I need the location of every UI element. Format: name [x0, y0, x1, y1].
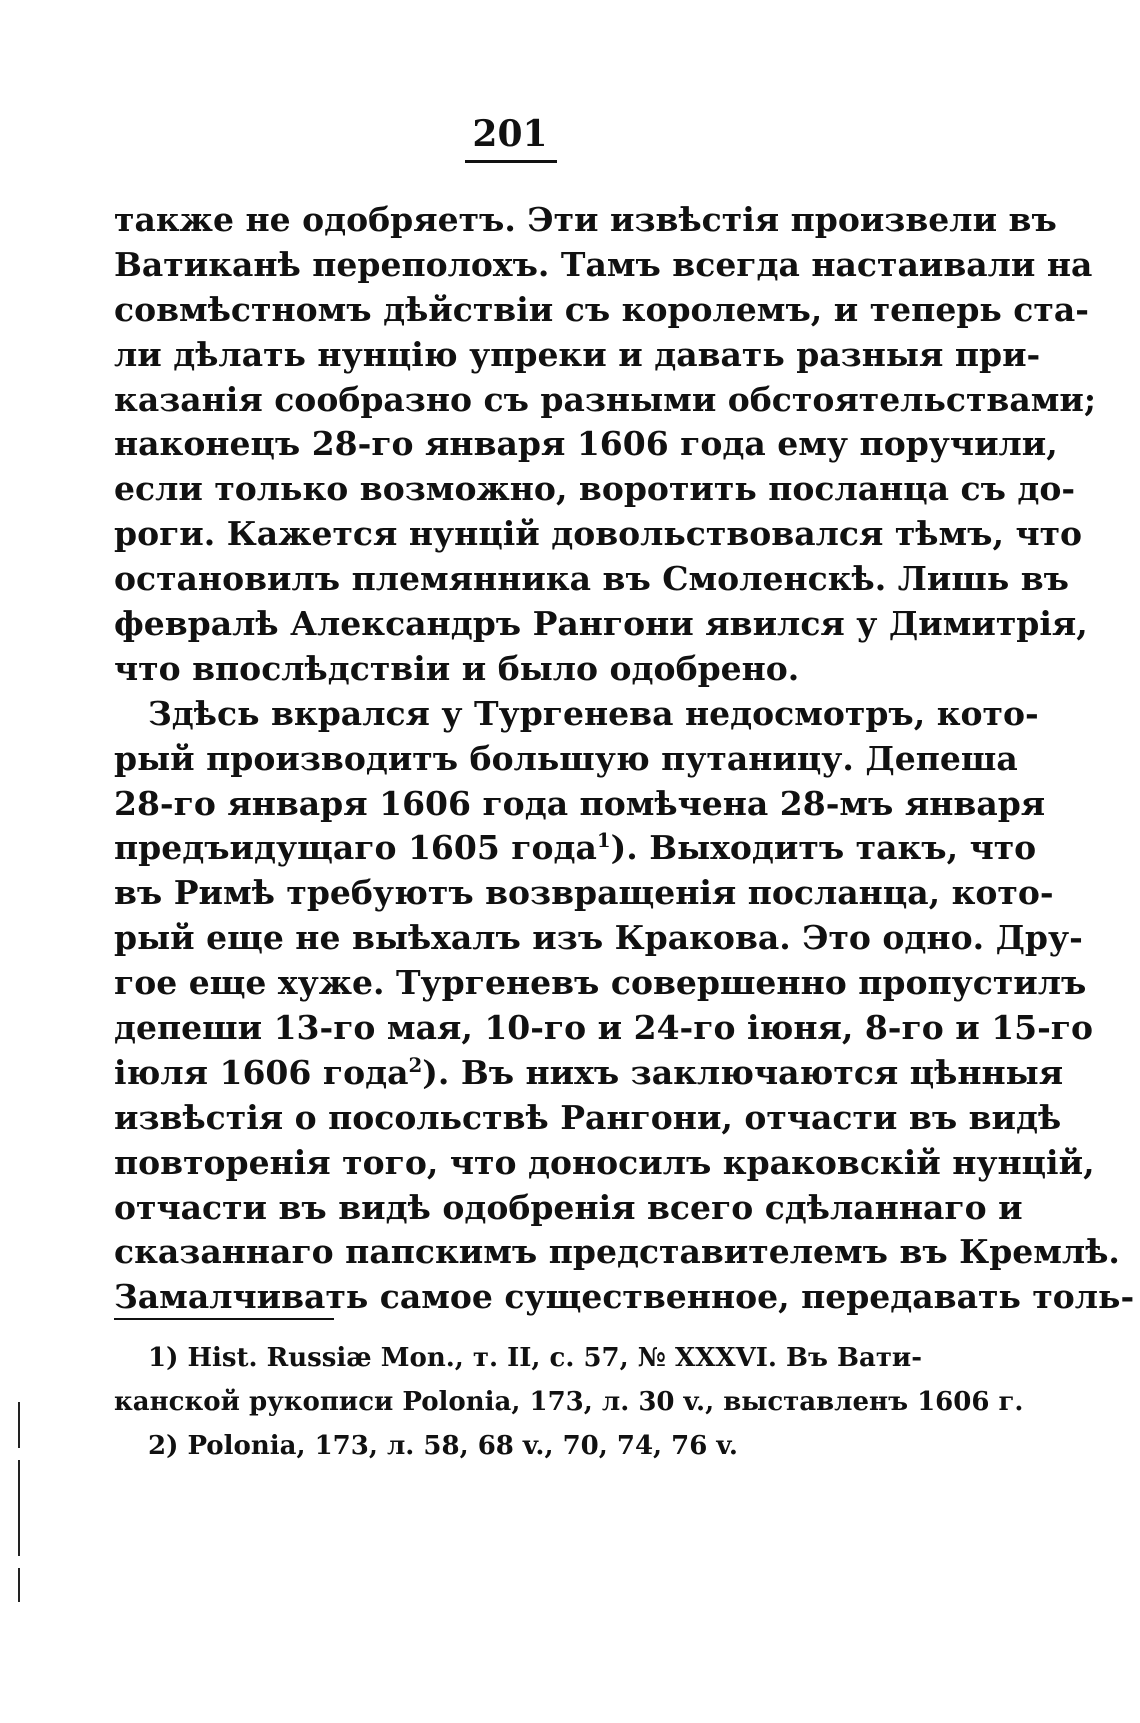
text-line-with-footnote [114, 1051, 1064, 1096]
text-line: роги. Кажется нунцій довольствовался тѣмъ, что [114, 514, 1083, 554]
text-line: 28-го января 1606 года помѣчена 28-мъ января [114, 783, 1046, 823]
text-line: депеши 13-го мая, 10-го и 24-го іюня, 8-го и 15-го [114, 1008, 1094, 1048]
text-fragment: іюля 1606 года [114, 1052, 409, 1092]
footnote-text: ) Polonia, 173, л. 58, 68 v., 70, 74, 76 v. [166, 1431, 738, 1461]
text-fragment: предъидущаго 1605 года [114, 828, 597, 868]
text-fragment: ). Выходитъ такъ, что [610, 828, 1037, 868]
text-line: если только возможно, воротить посланца съ до- [114, 469, 1076, 509]
text-line: февралѣ Александръ Рангони явился у Димитрія, [114, 604, 1088, 644]
margin-mark [18, 1402, 20, 1448]
text-line: сказаннаго папскимъ представителемъ въ Кремлѣ. [114, 1232, 1120, 1272]
text-line: Замалчивать самое существенное, передавать толь- [114, 1277, 1135, 1317]
text-line-with-footnote [114, 826, 1037, 871]
footnote-1 [114, 1336, 922, 1380]
footnote-text: ) Hist. Russiæ Mon., т. II, с. 57, № XXXVI. Въ Вати- [166, 1343, 922, 1373]
text-line: что впослѣдствіи и было одобрено. [114, 648, 800, 688]
footnote-number: 1 [148, 1343, 167, 1373]
margin-mark [18, 1568, 20, 1602]
text-line: отчасти въ видѣ одобренія всего сдѣланнаго и [114, 1187, 1023, 1227]
footnote-separator [114, 1318, 334, 1320]
text-line: наконецъ 28-го января 1606 года ему поручили, [114, 424, 1058, 464]
margin-mark [18, 1460, 20, 1556]
footnote-mark: 1 [596, 828, 611, 853]
text-line: казанія сообразно съ разными обстоятельствами; [114, 379, 1097, 419]
page-number: 201 [472, 113, 548, 155]
text-line: также не одобряетъ. Эти извѣстія произвели въ [114, 200, 1057, 239]
page-number-underline [465, 160, 557, 163]
footnotes [114, 1336, 1024, 1468]
text-line: ли дѣлать нунцію упреки и давать разныя при- [114, 334, 1041, 374]
text-line: рый еще не выѣхалъ изъ Кракова. Это одно. Дру- [114, 918, 1083, 958]
text-line: совмѣстномъ дѣйствіи съ королемъ, и теперь ста- [114, 289, 1089, 329]
text-line: повторенія того, что доносилъ краковскій нунцій, [114, 1142, 1095, 1182]
main-text [114, 198, 1135, 1320]
footnote-number: 2 [148, 1431, 167, 1461]
text-fragment: ). Въ нихъ заключаются цѣнныя [422, 1052, 1064, 1092]
footnote-mark: 2 [408, 1052, 423, 1077]
text-line: остановилъ племянника въ Смоленскѣ. Лишь въ [114, 559, 1069, 599]
text-line: рый производитъ большую путаницу. Депеша [114, 738, 1018, 778]
footnote-2 [114, 1424, 904, 1468]
text-line: Ватиканѣ переполохъ. Тамъ всегда настаивали на [114, 244, 1093, 284]
footnote-1-continued: канской рукописи Polonia, 173, л. 30 v., выставленъ 1606 г. [114, 1387, 1024, 1417]
text-line: въ Римѣ требуютъ возвращенія посланца, кото- [114, 873, 1054, 913]
text-line: извѣстія о посольствѣ Рангони, отчасти въ видѣ [114, 1097, 1062, 1137]
text-line: Здѣсь вкрался у Тургенева недосмотръ, кото- [148, 693, 1039, 733]
text-line: гое еще хуже. Тургеневъ совершенно пропустилъ [114, 963, 1087, 1003]
